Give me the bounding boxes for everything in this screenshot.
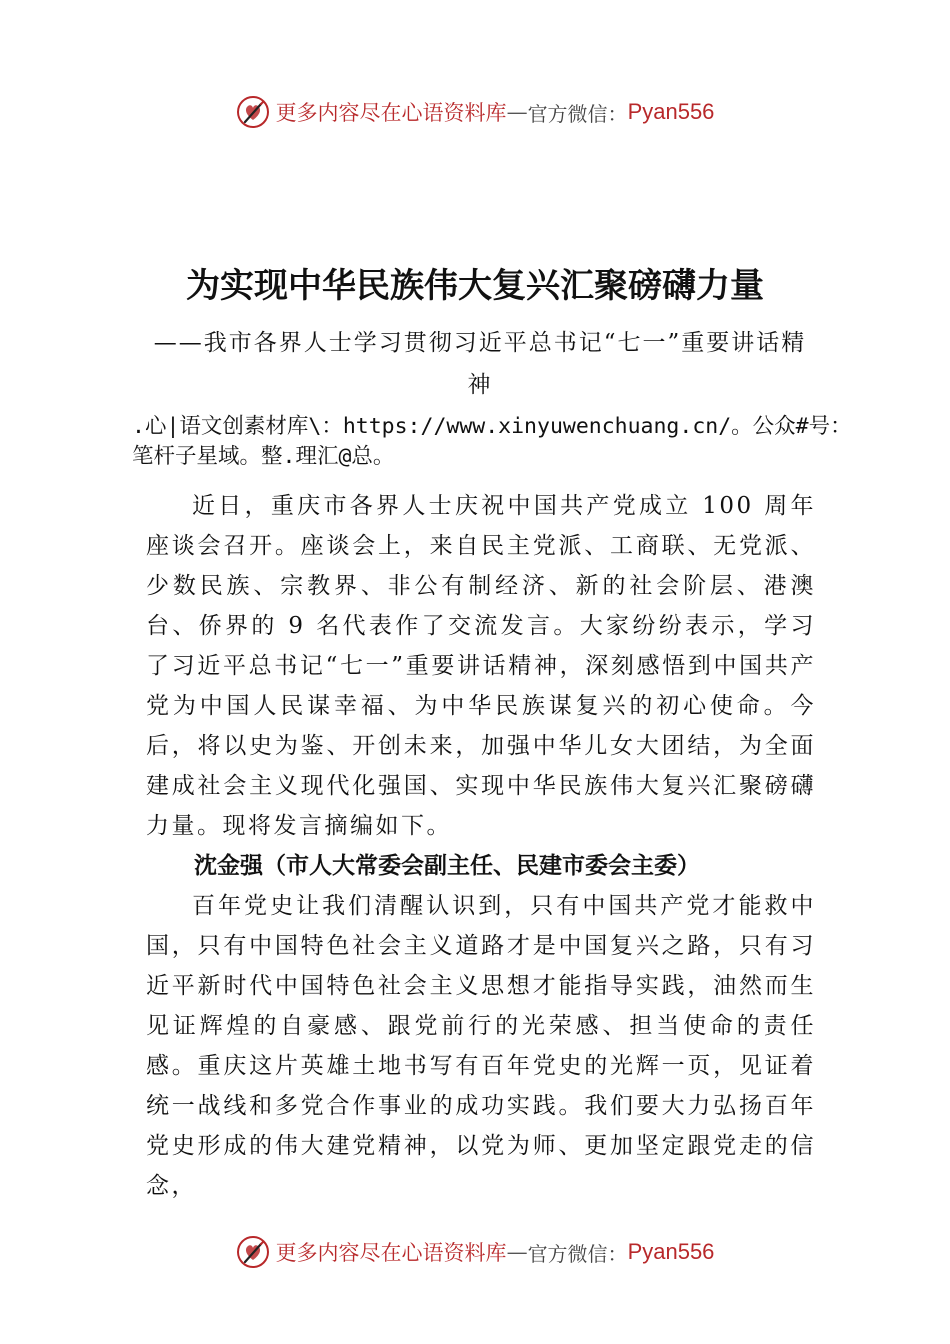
section-heading: 沈金强（市人大常委会副主任、民建市委会主委） xyxy=(194,853,700,879)
banner-separator: — xyxy=(506,1240,528,1264)
banner-separator: — xyxy=(506,100,528,124)
banner-wechat-id: Pyan556 xyxy=(627,1239,715,1264)
article-body xyxy=(146,486,816,1206)
footer-banner xyxy=(0,1232,950,1272)
banner-wechat-id: Pyan556 xyxy=(627,99,715,124)
banner-text: 更多内容尽在心语资料库 xyxy=(275,1241,507,1265)
heart-pen-logo-icon xyxy=(236,95,270,129)
watermark-line: .心|语文创素材库\：https://www.xinyuwenchuang.cn/。公众#号：笔杆子星域。整.理汇@总。 xyxy=(132,414,852,469)
section-paragraph: 百年党史让我们清醒认识到，只有中国共产党才能救中国，只有中国特色社会主义道路才是中国复兴之路，只有习近平新时代中国特色社会主义思想才能指导实践，油然而生见证辉煌的自豪感、跟党前行的光荣感、担当使命的责任感。重庆这片英雄土地书写有百年党史的光辉一页，见证着统一战线和多党合作事业的成功实践。我们要大力弘扬百年党史形成的伟大建党精神，以党为师、更加坚定跟党走的信念， xyxy=(146,893,816,1199)
banner-text: 更多内容尽在心语资料库 xyxy=(275,101,507,125)
banner-label: 官方微信： xyxy=(527,1241,628,1266)
banner-label: 官方微信： xyxy=(527,101,628,126)
heart-pen-logo-icon xyxy=(236,1235,270,1269)
header-banner xyxy=(0,92,950,132)
intro-paragraph: 近日，重庆市各界人士庆祝中国共产党成立 100 周年座谈会召开。座谈会上，来自民主党派、工商联、无党派、少数民族、宗教界、非公有制经济、新的社会阶层、港澳台、侨界的 9 名代表作了交流发言。大家纷纷表示，学习了习近平总书记“七一”重要讲话精神，深刻感悟到中国共产党为中国人民谋幸福、为中华民族谋复兴的初心使命。今后，将以史为鉴、开创未来，加强中华儿女大团结，为全面建成社会主义现代化强国、实现中华民族伟大复兴汇聚磅礴力量。现将发言摘编如下。 xyxy=(146,493,816,839)
document-title: 为实现中华民族伟大复兴汇聚磅礴力量 xyxy=(186,266,764,306)
document-subtitle: ——我市各界人士学习贯彻习近平总书记“七一”重要讲话精神 xyxy=(153,330,807,398)
